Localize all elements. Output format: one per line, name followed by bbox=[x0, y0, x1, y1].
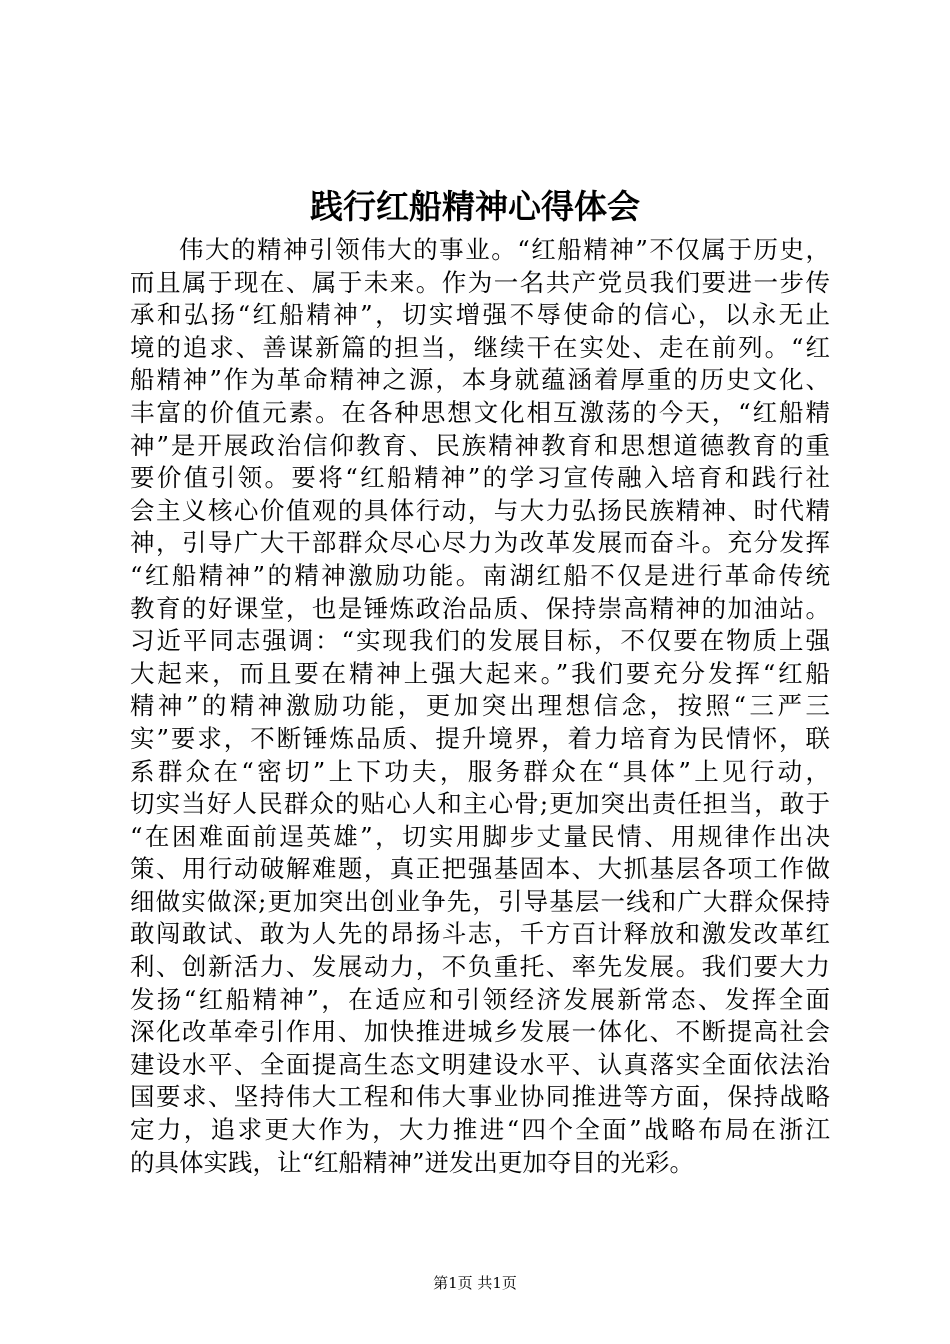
paragraph-line: 精神”的精神激励功能，更加突出理想信念，按照“三严三 bbox=[130, 691, 830, 721]
paragraph-line: 神，引导广大干部群众尽心尽力为改革发展而奋斗。充分发挥 bbox=[130, 528, 830, 558]
paragraph-line: 的具体实践，让“红船精神”迸发出更加夺目的光彩。 bbox=[130, 1147, 695, 1177]
document-title: 践行红船精神心得体会 bbox=[310, 187, 640, 226]
paragraph-line: 而且属于现在、属于未来。作为一名共产党员我们要进一步传 bbox=[130, 267, 830, 297]
paragraph-line: 神”是开展政治信仰教育、民族精神教育和思想道德教育的重 bbox=[130, 430, 830, 460]
paragraph-line: 发扬“红船精神”，在适应和引领经济发展新常态、发挥全面 bbox=[130, 984, 830, 1014]
paragraph-line: 会主义核心价值观的具体行动，与大力弘扬民族精神、时代精 bbox=[130, 495, 830, 525]
body-paragraph bbox=[130, 234, 830, 1179]
paragraph-line: 策、用行动破解难题，真正把强基固本、大抓基层各项工作做 bbox=[130, 854, 830, 884]
paragraph-line: 建设水平、全面提高生态文明建设水平、认真落实全面依法治 bbox=[130, 1049, 830, 1079]
paragraph-line: 国要求、坚持伟大工程和伟大事业协同推进等方面，保持战略 bbox=[130, 1082, 830, 1112]
paragraph-line: 伟大的精神引领伟大的事业。“红船精神”不仅属于历史， bbox=[179, 235, 830, 264]
paragraph-line: 习近平同志强调：“实现我们的发展目标，不仅要在物质上强 bbox=[130, 626, 830, 656]
paragraph-line: 大起来，而且要在精神上强大起来。”我们要充分发挥“红船 bbox=[130, 658, 830, 688]
paragraph-line: 定力，追求更大作为，大力推进“四个全面”战略布局在浙江 bbox=[130, 1115, 830, 1145]
paragraph-line: 要价值引领。要将“红船精神”的学习宣传融入培育和践行社 bbox=[130, 463, 830, 493]
paragraph-line: 实”要求，不断锤炼品质、提升境界，着力培育为民情怀，联 bbox=[130, 723, 830, 753]
paragraph-line: 利、创新活力、发展动力，不负重托、率先发展。我们要大力 bbox=[130, 952, 830, 982]
paragraph-line: 承和弘扬“红船精神”，切实增强不辱使命的信心，以永无止 bbox=[130, 300, 830, 330]
paragraph-line: “在困难面前逞英雄”，切实用脚步丈量民情、用规律作出决 bbox=[130, 821, 830, 851]
paragraph-line: 境的追求、善谋新篇的担当，继续干在实处、走在前列。“红 bbox=[130, 332, 830, 362]
paragraph-line: “红船精神”的精神激励功能。南湖红船不仅是进行革命传统 bbox=[130, 560, 830, 590]
paragraph-line: 丰富的价值元素。在各种思想文化相互激荡的今天，“红船精 bbox=[130, 397, 830, 427]
paragraph-line: 深化改革牵引作用、加快推进城乡发展一体化、不断提高社会 bbox=[130, 1017, 830, 1047]
paragraph-line: 细做实做深;更加突出创业争先，引导基层一线和广大群众保持 bbox=[130, 886, 830, 916]
paragraph-line: 系群众在“密切”上下功夫，服务群众在“具体”上见行动， bbox=[130, 756, 830, 786]
page-footer: 第1页 共1页 bbox=[433, 1274, 517, 1292]
paragraph-line: 切实当好人民群众的贴心人和主心骨;更加突出责任担当，敢于 bbox=[130, 789, 830, 819]
paragraph-line: 敢闯敢试、敢为人先的昂扬斗志，千方百计释放和激发改革红 bbox=[130, 919, 830, 949]
paragraph-line: 船精神”作为革命精神之源，本身就蕴涵着厚重的历史文化、 bbox=[130, 365, 830, 395]
paragraph-line: 教育的好课堂，也是锤炼政治品质、保持崇高精神的加油站。 bbox=[130, 593, 830, 623]
